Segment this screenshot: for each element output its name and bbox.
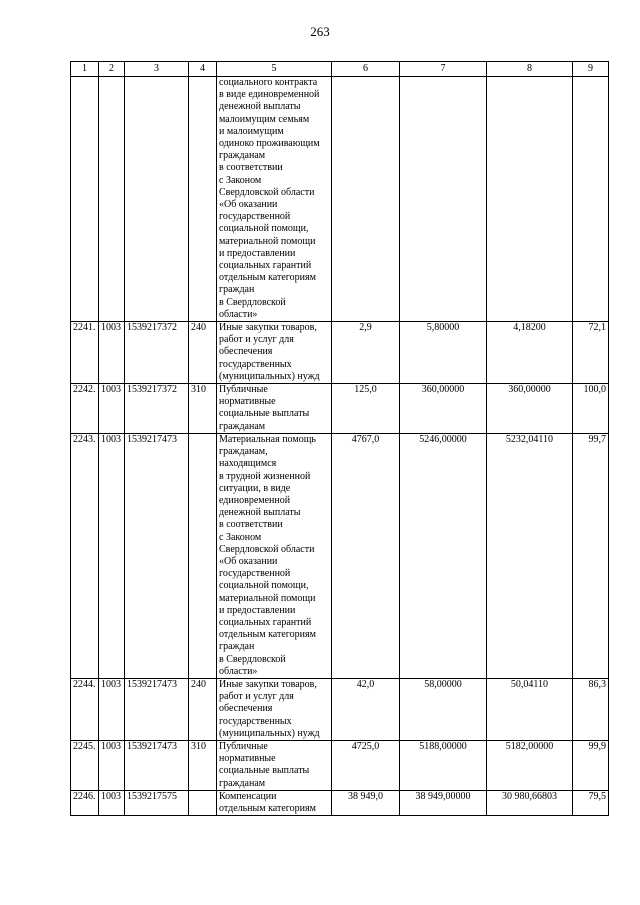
row-expense-type [189,790,217,815]
row-section: 1003 [99,322,125,384]
row-executed-amount: 5182,00000 [487,740,573,790]
row-plan-amount: 2,9 [332,322,400,384]
continuation-percent [573,77,609,322]
row-executed-amount: 50,04110 [487,678,573,740]
row-description: Иные закупки товаров, работ и услуг для обеспечения государственных (муниципальных) нужд [217,678,332,740]
continuation-plan [332,77,400,322]
row-section: 1003 [99,740,125,790]
row-section: 1003 [99,790,125,815]
row-plan-amount: 4725,0 [332,740,400,790]
header-col-5: 5 [217,62,332,77]
header-col-4: 4 [189,62,217,77]
header-col-9: 9 [573,62,609,77]
row-executed-amount: 4,18200 [487,322,573,384]
header-col-6: 6 [332,62,400,77]
table-row [71,740,609,790]
row-description: Иные закупки товаров, работ и услуг для обеспечения государственных (муниципальных) нужд [217,322,332,384]
continuation-row [71,77,609,322]
row-refined-amount: 38 949,00000 [400,790,487,815]
row-section: 1003 [99,678,125,740]
row-target-code: 1539217473 [125,740,189,790]
table-row [71,433,609,678]
table-row [71,790,609,815]
row-expense-type: 240 [189,322,217,384]
page-number: 263 [310,24,330,39]
row-section: 1003 [99,433,125,678]
header-col-8: 8 [487,62,573,77]
row-expense-type: 240 [189,678,217,740]
row-executed-amount: 360,00000 [487,384,573,434]
header-col-3: 3 [125,62,189,77]
row-refined-amount: 360,00000 [400,384,487,434]
row-target-code: 1539217372 [125,322,189,384]
row-plan-amount: 42,0 [332,678,400,740]
table-row [71,384,609,434]
row-description: Материальная помощь гражданам, находящимся в трудной жизненной ситуации, в виде единовременной денежной выплаты в соответствии с Законом Свердловской области «Об оказании государственной социальной помощи, материальной помощи и предоставлении социальных гарантий отдельным категориям граждан в Свердловской области» [217,433,332,678]
row-percent: 72,1 [573,322,609,384]
row-refined-amount: 5,80000 [400,322,487,384]
row-target-code: 1539217575 [125,790,189,815]
row-description: Публичные нормативные социальные выплаты гражданам [217,384,332,434]
continuation-refined [400,77,487,322]
row-number: 2246. [71,790,99,815]
row-percent: 86,3 [573,678,609,740]
continuation-section [99,77,125,322]
continuation-code [125,77,189,322]
row-section: 1003 [99,384,125,434]
row-plan-amount: 38 949,0 [332,790,400,815]
row-target-code: 1539217473 [125,433,189,678]
continuation-executed [487,77,573,322]
row-expense-type [189,433,217,678]
row-percent: 99,7 [573,433,609,678]
row-number: 2243. [71,433,99,678]
row-refined-amount: 5246,00000 [400,433,487,678]
row-refined-amount: 5188,00000 [400,740,487,790]
row-percent: 79,5 [573,790,609,815]
header-col-2: 2 [99,62,125,77]
header-col-1: 1 [71,62,99,77]
row-number: 2245. [71,740,99,790]
row-percent: 100,0 [573,384,609,434]
continuation-type [189,77,217,322]
row-refined-amount: 58,00000 [400,678,487,740]
row-target-code: 1539217473 [125,678,189,740]
budget-table [70,61,609,816]
header-col-7: 7 [400,62,487,77]
header-row [71,62,609,77]
row-description: Публичные нормативные социальные выплаты гражданам [217,740,332,790]
row-expense-type: 310 [189,384,217,434]
table-row [71,678,609,740]
row-target-code: 1539217372 [125,384,189,434]
row-executed-amount: 5232,04110 [487,433,573,678]
continuation-description: социального контракта в виде единовременной денежной выплаты малоимущим семьям и малоимущим одиноко проживающим гражданам в соответствии с Законом Свердловской области «Об оказании государственной социальной помощи, материальной помощи и предоставлении социальных гарантий отдельным категориям граждан в Свердловской области» [217,77,332,322]
row-description: Компенсации отдельным категориям [217,790,332,815]
row-percent: 99,9 [573,740,609,790]
row-number: 2241. [71,322,99,384]
row-number: 2244. [71,678,99,740]
table-row [71,322,609,384]
row-plan-amount: 4767,0 [332,433,400,678]
row-number: 2242. [71,384,99,434]
continuation-num [71,77,99,322]
row-plan-amount: 125,0 [332,384,400,434]
row-expense-type: 310 [189,740,217,790]
row-executed-amount: 30 980,66803 [487,790,573,815]
